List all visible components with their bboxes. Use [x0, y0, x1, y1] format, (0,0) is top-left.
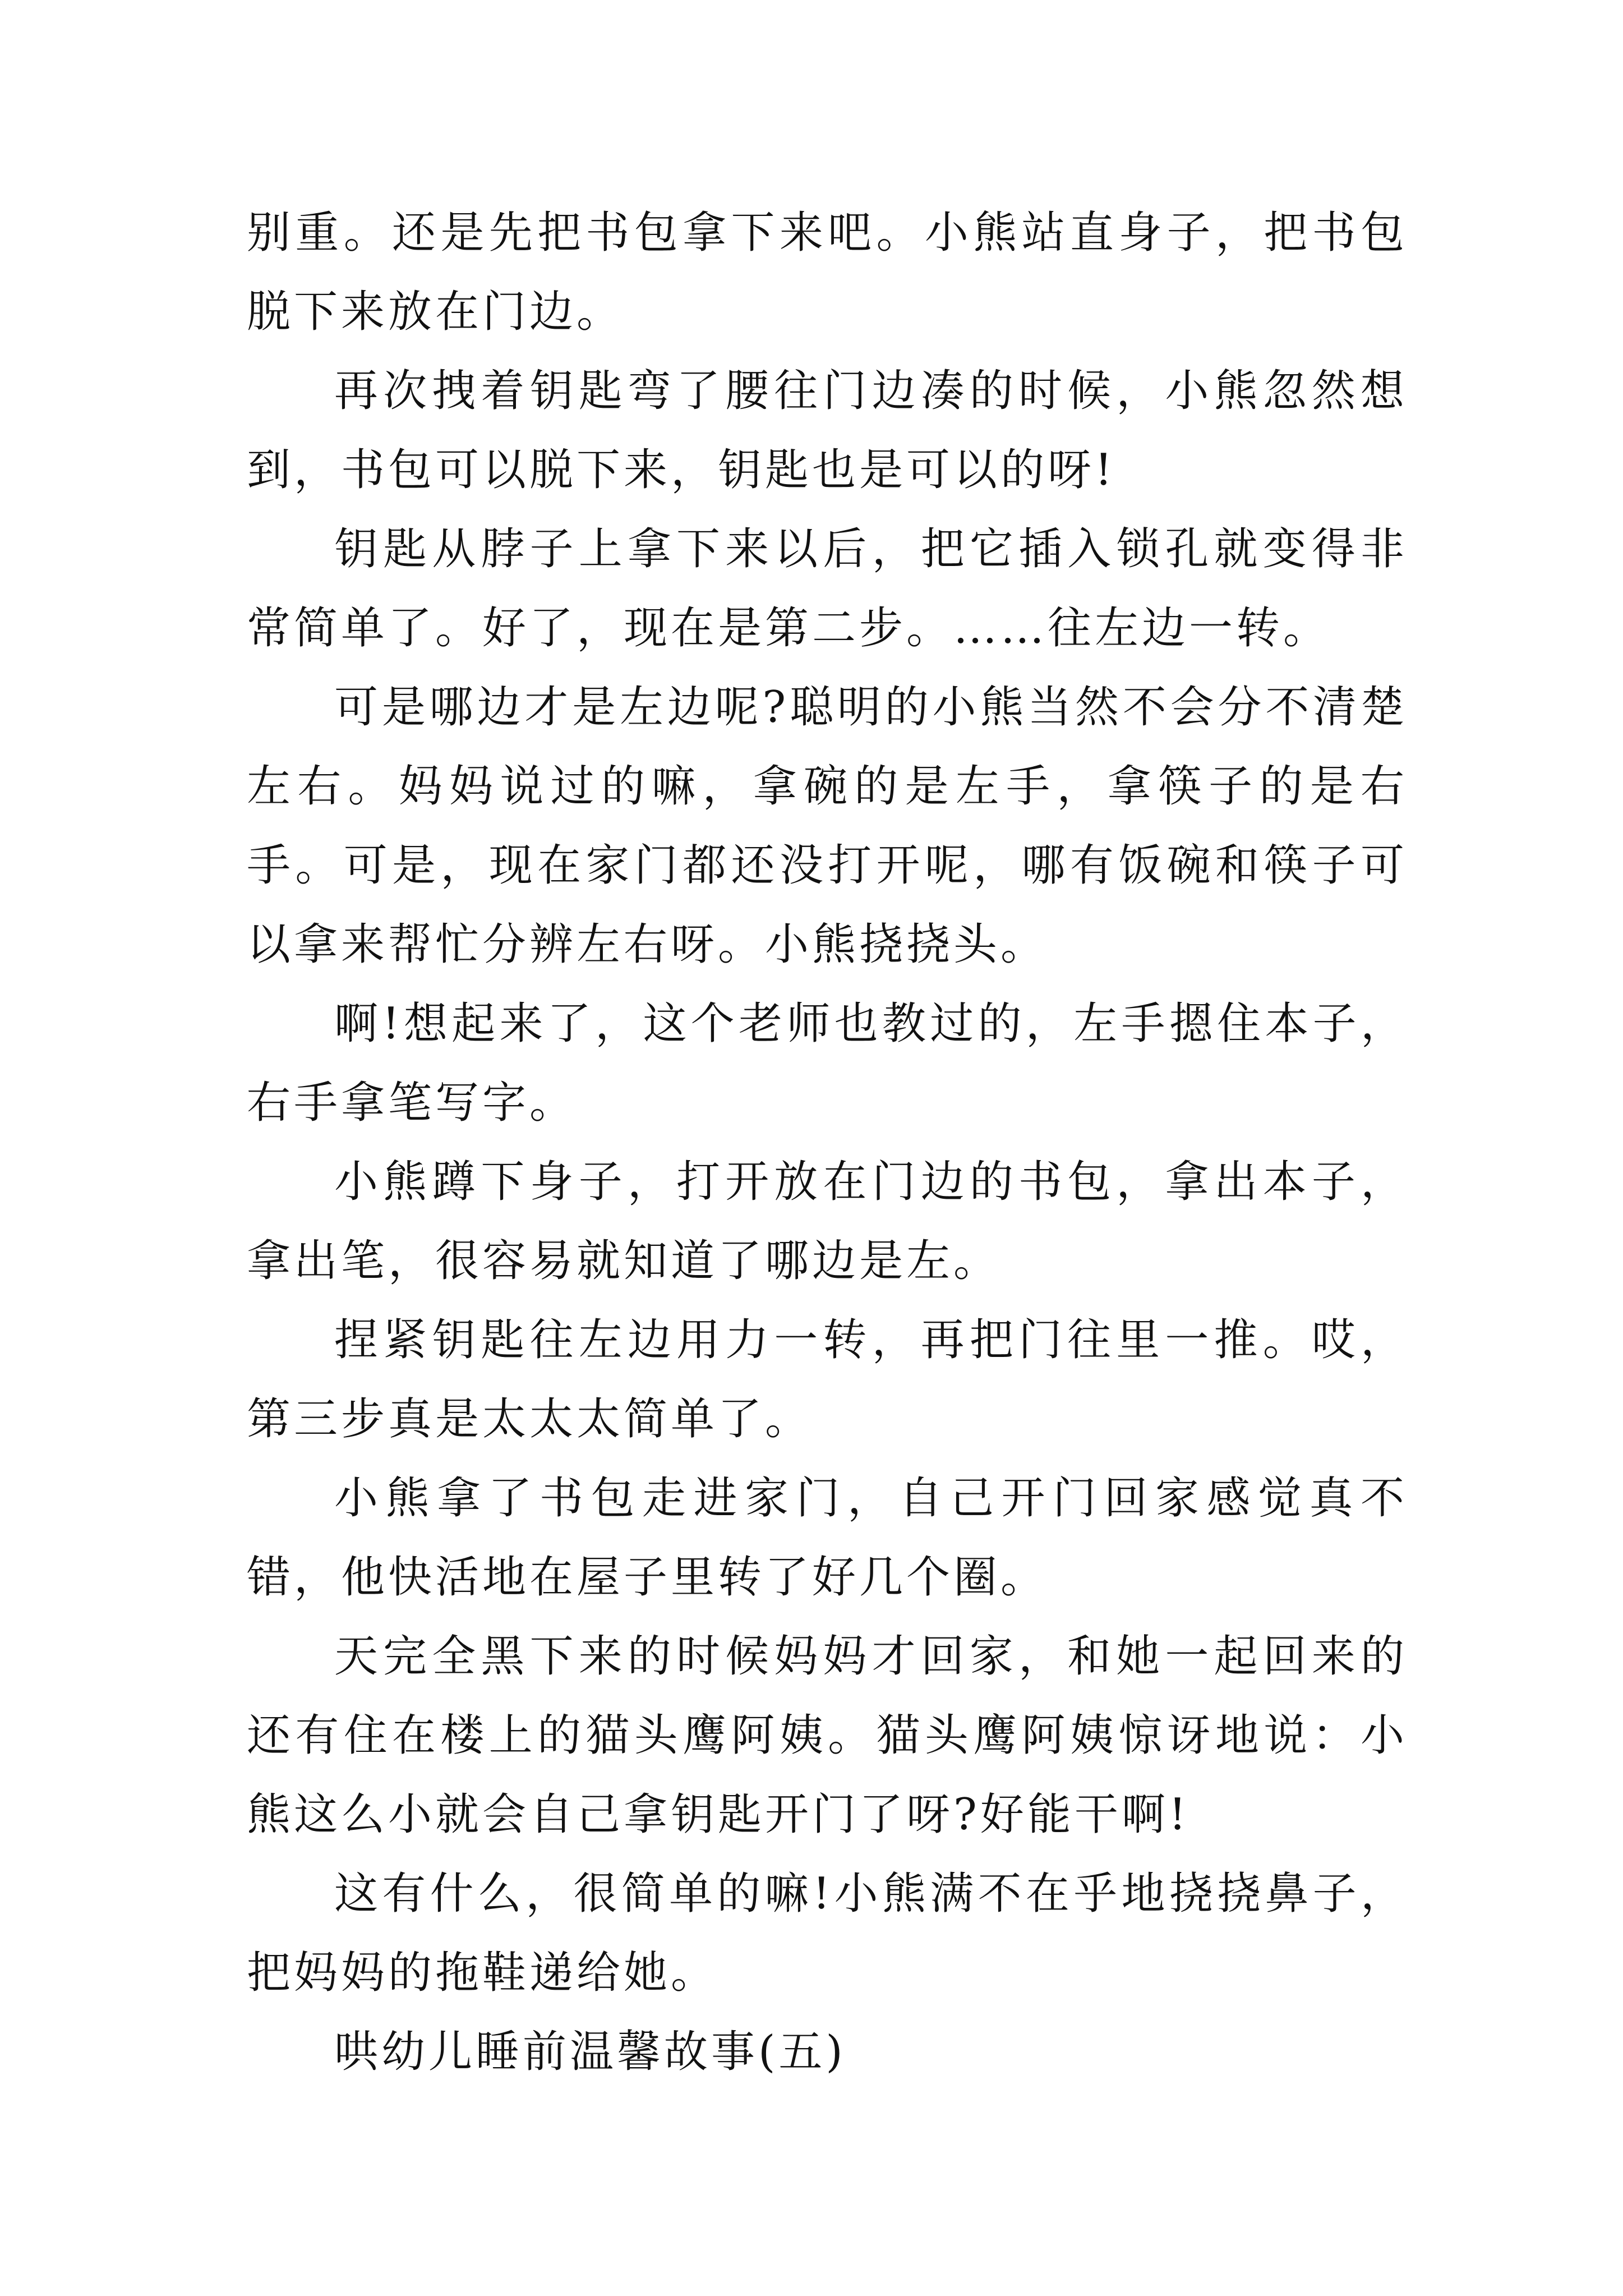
paragraph-8: 小熊拿了书包走进家门，自己开门回家感觉真不错，他快活地在屋子里转了好几个圈。 — [247, 1473, 1408, 1603]
paragraph-10: 这有什么，很简单的嘛!小熊满不在乎地挠挠鼻子，把妈妈的拖鞋递给她。 — [247, 1869, 1408, 1998]
paragraph-7: 捏紧钥匙往左边用力一转，再把门往里一推。哎，第三步真是太太太简单了。 — [247, 1315, 1408, 1444]
paragraph-4: 可是哪边才是左边呢?聪明的小熊当然不会分不清楚左右。妈妈说过的嘛，拿碗的是左手，拿筷子的是右手。可是，现在家门都还没打开呢，哪有饭碗和筷子可以拿来帮忙分辨左右呀。小熊挠挠头。 — [247, 682, 1408, 970]
section-heading: 哄幼儿睡前温馨故事(五) — [334, 2027, 846, 2077]
paragraph-1: 别重。还是先把书包拿下来吧。小熊站直身子，把书包脱下来放在门边。 — [247, 208, 1408, 337]
paragraph-6: 小熊蹲下身子，打开放在门边的书包，拿出本子，拿出笔，很容易就知道了哪边是左。 — [247, 1157, 1408, 1286]
paragraph-9: 天完全黑下来的时候妈妈才回家，和她一起回来的还有住在楼上的猫头鹰阿姨。猫头鹰阿姨惊讶地说：小熊这么小就会自己拿钥匙开门了呀?好能干啊! — [247, 1631, 1408, 1840]
paragraph-2: 再次拽着钥匙弯了腰往门边凑的时候，小熊忽然想到，书包可以脱下来，钥匙也是可以的呀! — [247, 366, 1408, 495]
paragraph-5: 啊!想起来了，这个老师也教过的，左手摁住本子，右手拿笔写字。 — [247, 999, 1408, 1128]
body-text — [247, 194, 1408, 2092]
paragraph-3: 钥匙从脖子上拿下来以后，把它插入锁孔就变得非常简单了。好了，现在是第二步。……往左边一转。 — [247, 524, 1408, 654]
